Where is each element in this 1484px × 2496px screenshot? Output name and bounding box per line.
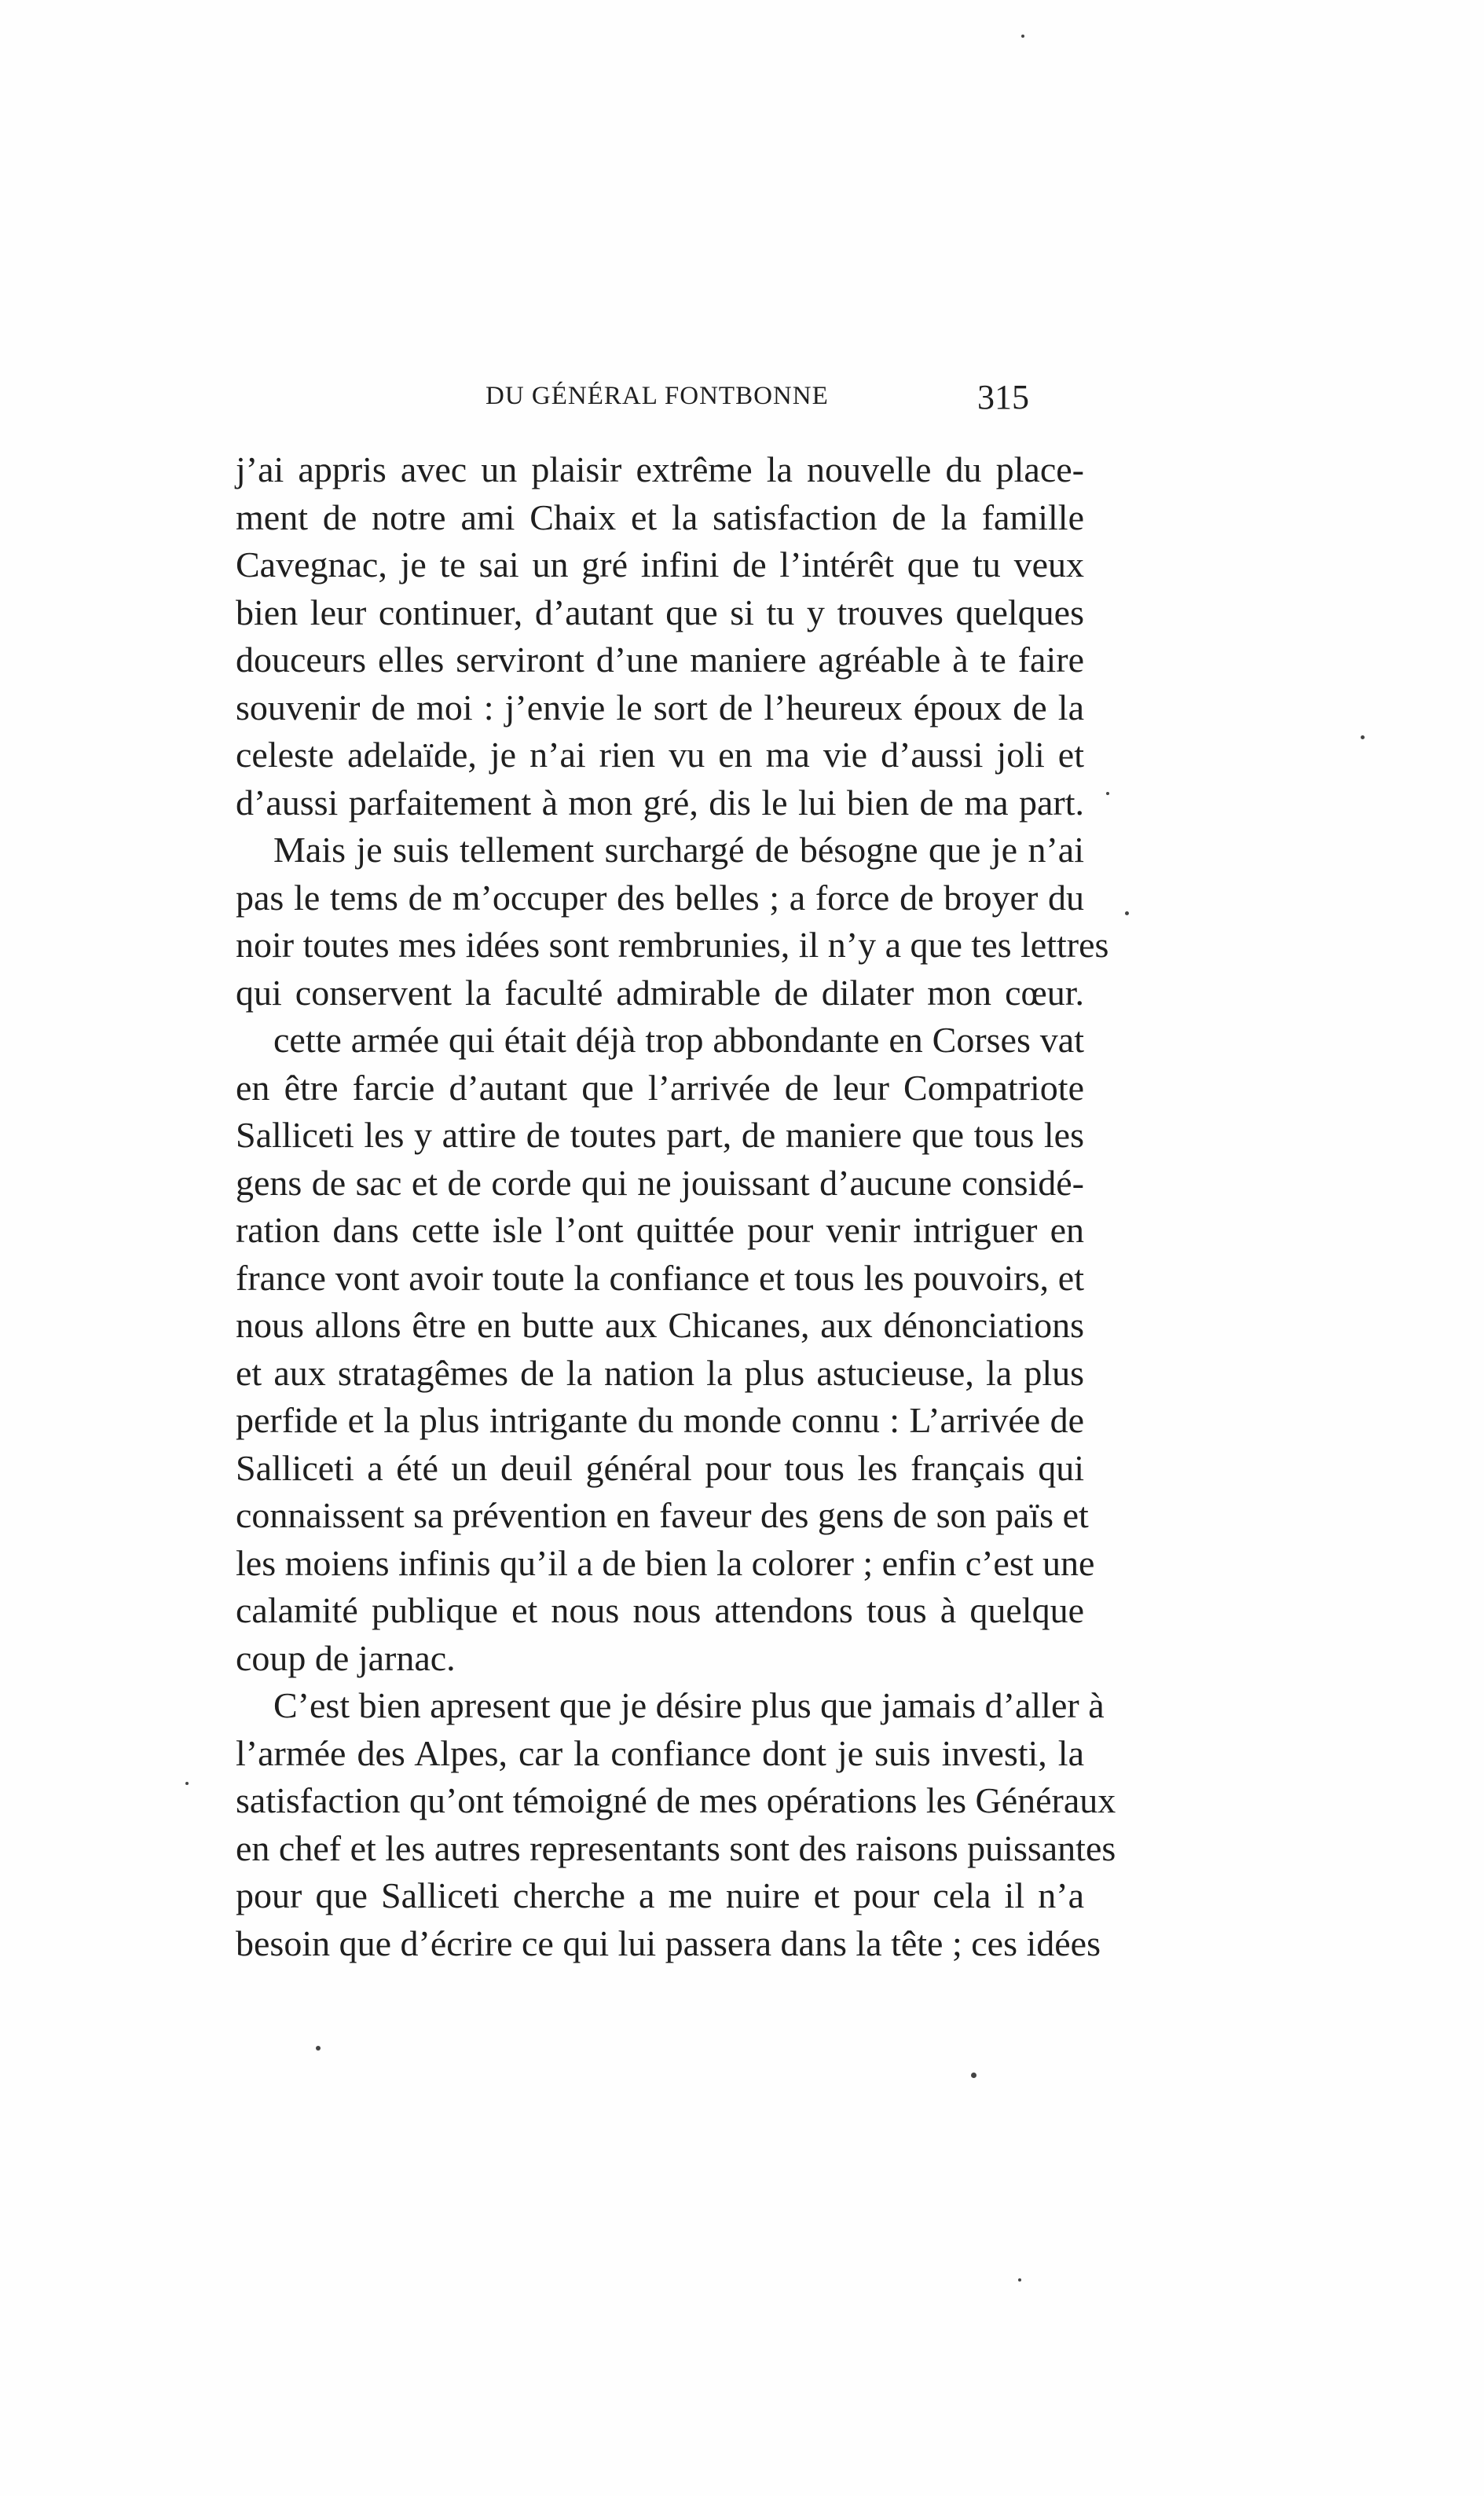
text-line: l’armée des Alpes, car la confiance dont je suis investi, la [236,1732,1084,1773]
paper-speck [971,2073,977,2078]
text-line: besoin que d’écrire ce qui lui passera dans la tête ; ces idées [236,1922,1101,1963]
running-head: DU GÉNÉRAL FONTBONNE [486,382,829,410]
text-line: souvenir de moi : j’envie le sort de l’heureux époux de la [236,687,1084,728]
text-line: noir toutes mes idées sont rembrunies, il n’y a que tes lettres [236,925,1109,965]
paragraph-first-line: C’est bien apresent que je désire plus que jamais d’aller à [273,1685,1105,1725]
paragraph-first-line: cette armée qui était déjà trop abbondante en Corses vat [273,1020,1084,1060]
text-line: calamité publique et nous nous attendons tous à quelque [236,1590,1084,1630]
page-number: 315 [977,378,1029,416]
text-line: pas le tems de m’occuper des belles ; a force de broyer du [236,877,1084,918]
text-line: france vont avoir toute la confiance et tous les pouvoirs, et [236,1257,1084,1298]
text-line: gens de sac et de corde qui ne jouissant d’aucune considé- [236,1162,1084,1203]
text-line: connaissent sa prévention en faveur des gens de son païs et [236,1495,1089,1535]
paper-speck [1106,792,1109,795]
text-line: perfide et la plus intrigante du monde connu : L’arrivée de [236,1400,1084,1440]
text-line: nous allons être en butte aux Chicanes, aux dénonciations [236,1305,1084,1345]
text-line: bien leur continuer, d’autant que si tu y trouves quelques [236,592,1084,632]
text-line: ment de notre ami Chaix et la satisfaction de la famille [236,497,1084,537]
paper-speck [1361,735,1365,739]
text-line: Cavegnac, je te sai un gré infini de l’intérêt que tu veux [236,544,1084,585]
paragraph-last-line: coup de jarnac. [236,1637,456,1678]
paper-speck [316,2046,321,2051]
body-text [236,446,1116,1967]
text-line: d’aussi parfaitement à mon gré, dis le lui bien de ma part. [236,782,1084,823]
text-line: celeste adelaïde, je n’ai rien vu en ma vie d’aussi joli et [236,735,1084,775]
text-line: Salliceti a été un deuil général pour tous les français qui [236,1447,1084,1488]
text-line: en être farcie d’autant que l’arrivée de leur Compatriote [236,1067,1084,1108]
paper-speck [1021,35,1024,38]
text-line: douceurs elles serviront d’une maniere agréable à te faire [236,640,1084,680]
text-line: ration dans cette isle l’ont quittée pour venir intriguer en [236,1210,1084,1250]
paragraph-first-line: Mais je suis tellement surchargé de bésogne que je n’ai [273,830,1084,870]
text-line: et aux stratagêmes de la nation la plus astucieuse, la plus [236,1352,1084,1393]
text-line: les moiens infinis qu’il a de bien la colorer ; enfin c’est une [236,1542,1095,1583]
paper-speck [185,1782,189,1785]
paper-speck [1018,2278,1021,2282]
paper-speck [1125,911,1129,915]
text-line: j’ai appris avec un plaisir extrême la nouvelle du place- [236,449,1084,489]
text-line: qui conservent la faculté admirable de dilater mon cœur. [236,972,1084,1013]
text-line: satisfaction qu’ont témoigné de mes opérations les Généraux [236,1780,1116,1820]
text-line: pour que Salliceti cherche a me nuire et pour cela il n’a [236,1875,1084,1915]
text-line: en chef et les autres representants sont des raisons puissantes [236,1827,1116,1868]
text-line: Salliceti les y attire de toutes part, de maniere que tous les [236,1115,1084,1155]
